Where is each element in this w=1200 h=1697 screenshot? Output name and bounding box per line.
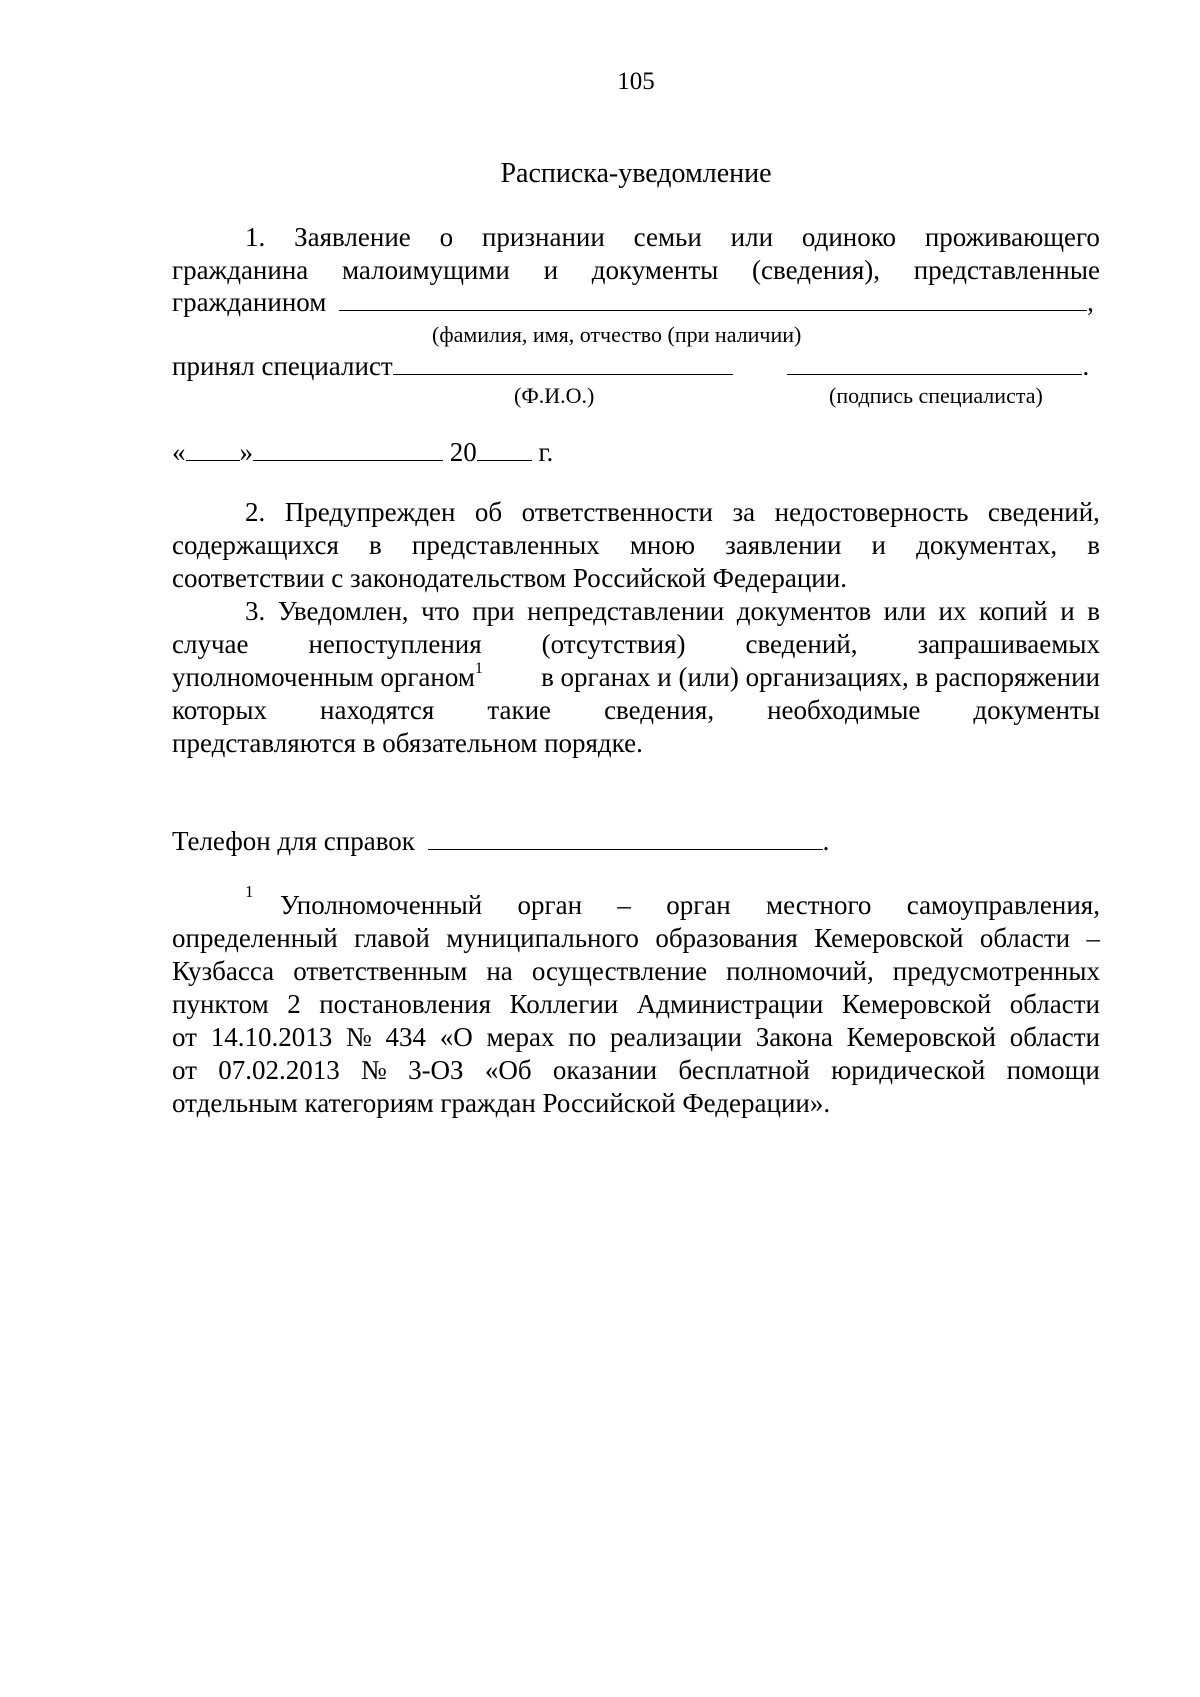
word: полномочий, (726, 956, 874, 986)
footnote-ref: 1 (474, 660, 483, 677)
footnote-line5 (172, 1022, 1100, 1053)
word: юридической (831, 1055, 986, 1085)
word: при (472, 596, 515, 626)
year-prefix: 20 (449, 437, 477, 467)
item3-line2 (172, 629, 1100, 660)
word: 2 (287, 989, 301, 1019)
word: осуществление (531, 956, 708, 986)
word: области (1009, 1022, 1100, 1052)
word: Кемеровской (841, 989, 992, 1019)
word: № (345, 1022, 372, 1052)
word: семьи (633, 222, 702, 252)
word: запрашиваемых (917, 629, 1100, 659)
word: Кемеровской (814, 923, 964, 953)
word: предусмотренных (892, 956, 1100, 986)
word: непредставлении (527, 596, 725, 626)
word: непоступления (308, 629, 482, 659)
word: 3-ОЗ (408, 1055, 464, 1085)
word: области (979, 923, 1071, 953)
word: о (439, 222, 454, 252)
word: муниципального (446, 923, 639, 953)
phone-period: . (822, 826, 830, 856)
word: сведения, (604, 695, 715, 725)
word: в (1087, 596, 1100, 626)
year-suffix: г. (538, 437, 554, 467)
word: документов (736, 596, 872, 626)
month-field[interactable] (253, 438, 443, 461)
word: Заявление (294, 222, 411, 252)
word: представленных (411, 530, 600, 560)
word: копий (979, 596, 1048, 626)
word: ответственным (293, 956, 468, 986)
word: их (938, 596, 967, 626)
word: от (172, 1055, 197, 1085)
item1-line1 (245, 222, 1100, 253)
word: что (421, 596, 460, 626)
word: 1. (245, 222, 266, 252)
word: документы (591, 255, 719, 285)
word: малоимущими (341, 255, 510, 285)
word: орган (666, 890, 731, 920)
word: Кемеровской (846, 1022, 996, 1052)
fio-hint: (Ф.И.О.) (514, 383, 595, 408)
word: представленные (913, 255, 1100, 285)
word: сведений, (745, 629, 858, 659)
word: постановления (319, 989, 492, 1019)
word: Уполномоченный (280, 890, 483, 920)
word: 14.10.2013 (210, 1022, 333, 1052)
footnote-marker: 1 (245, 882, 254, 901)
item3-line3 (172, 662, 1100, 693)
date-open-quote: « (172, 437, 186, 467)
item3-line1 (245, 596, 1100, 627)
word: 434 (385, 1022, 426, 1052)
item3-line4 (172, 695, 1100, 726)
word: гражданина (172, 255, 309, 285)
word: находятся (320, 695, 435, 725)
word: сведений, (987, 497, 1100, 527)
word: ответственности (521, 497, 713, 527)
citizen-comma: , (1087, 287, 1094, 317)
word: такие (487, 695, 552, 725)
specialist-name-field[interactable] (393, 352, 733, 375)
word: местного (766, 890, 872, 920)
word: и (543, 255, 559, 285)
word: 07.02.2013 (218, 1055, 340, 1085)
item3-line5: представляются в обязательном порядке. (172, 728, 643, 758)
item2-line2 (172, 530, 1100, 561)
specialist-signature-field[interactable] (787, 352, 1082, 375)
word: и (871, 530, 886, 560)
page-number: 105 (617, 68, 655, 95)
document-title: Расписка-уведомление (500, 158, 772, 189)
word: Уведомлен, (277, 596, 409, 626)
word: на (486, 956, 513, 986)
word: признании (481, 222, 605, 252)
citizen-line (172, 287, 1094, 318)
word: случае (172, 629, 249, 659)
signature-hint: (подпись специалиста) (829, 383, 1043, 408)
word: «О (439, 1022, 473, 1052)
footnote-line2 (172, 923, 1100, 954)
word: в (369, 530, 382, 560)
footnote-line4 (172, 989, 1100, 1020)
word: заявлении (725, 530, 842, 560)
word: реализации (609, 1022, 742, 1052)
word: от (172, 1022, 197, 1052)
word: орган (517, 890, 583, 920)
specialist-period: . (1082, 351, 1090, 381)
word: по (568, 1022, 597, 1052)
word: определенный (172, 923, 338, 953)
item3-line3-part1 (172, 662, 483, 693)
word: бесплатной (678, 1055, 810, 1085)
word: Закона (755, 1022, 833, 1052)
word: содержащихся (172, 530, 339, 560)
item2-line3: соответствии с законодательством Российской Федерации. (172, 563, 847, 593)
word: Кузбасса (172, 956, 275, 986)
word: документы (973, 695, 1100, 725)
word: – (617, 890, 631, 920)
word: Коллегии (509, 989, 619, 1019)
word: или (730, 222, 774, 252)
word: документах, (916, 530, 1058, 560)
year-field[interactable] (477, 438, 532, 461)
word: (сведения), (752, 255, 880, 285)
word: Администрации (636, 989, 824, 1019)
specialist-line (172, 351, 1089, 382)
word: за (732, 497, 756, 527)
word: – (1086, 923, 1100, 953)
citizen-hint: (фамилия, имя, отчество (при наличии) (432, 322, 802, 347)
item3-line3-part2: в органах и (или) организациях, в распоряжении (541, 662, 1100, 692)
word: необходимые (767, 695, 921, 725)
word: «Об (484, 1055, 532, 1085)
word: недостоверность (774, 497, 969, 527)
word: Предупрежден (284, 497, 456, 527)
word: которых (172, 695, 267, 725)
word: проживающего (924, 222, 1100, 252)
footnote-line3 (172, 956, 1100, 987)
word: об (474, 497, 503, 527)
word: самоуправления, (906, 890, 1100, 920)
phone-line (172, 826, 829, 857)
phone-label: Телефон для справок (172, 826, 415, 856)
word: помощи (1006, 1055, 1100, 1085)
word: одиноко (801, 222, 896, 252)
date-close-quote: » (239, 437, 253, 467)
footnote-line7: отдельным категориям граждан Российской Федерации». (172, 1088, 831, 1118)
word: в (1087, 530, 1100, 560)
text: уполномоченным органом (172, 662, 475, 692)
phone-field[interactable] (428, 827, 823, 850)
word: пунктом (172, 989, 269, 1019)
citizen-label: гражданином (172, 287, 327, 317)
word: мною (629, 530, 696, 560)
word: оказании (552, 1055, 658, 1085)
day-field[interactable] (186, 438, 240, 461)
item2-line1 (245, 497, 1100, 528)
word: (отсутствия) (541, 629, 686, 659)
date-line (172, 437, 553, 468)
word: образования (655, 923, 798, 953)
word: или (883, 596, 926, 626)
word: 2. (245, 497, 266, 527)
specialist-label: принял специалист (172, 351, 393, 381)
item1-line2 (172, 255, 1100, 286)
footnote-line1 (280, 890, 1100, 921)
word: главой (354, 923, 430, 953)
word: № (361, 1055, 387, 1085)
word: и (1060, 596, 1075, 626)
word: 3. (245, 596, 266, 626)
word: области (1009, 989, 1100, 1019)
word: мерах (486, 1022, 555, 1052)
citizen-name-field[interactable] (339, 288, 1087, 311)
footnote-line6 (172, 1055, 1100, 1086)
